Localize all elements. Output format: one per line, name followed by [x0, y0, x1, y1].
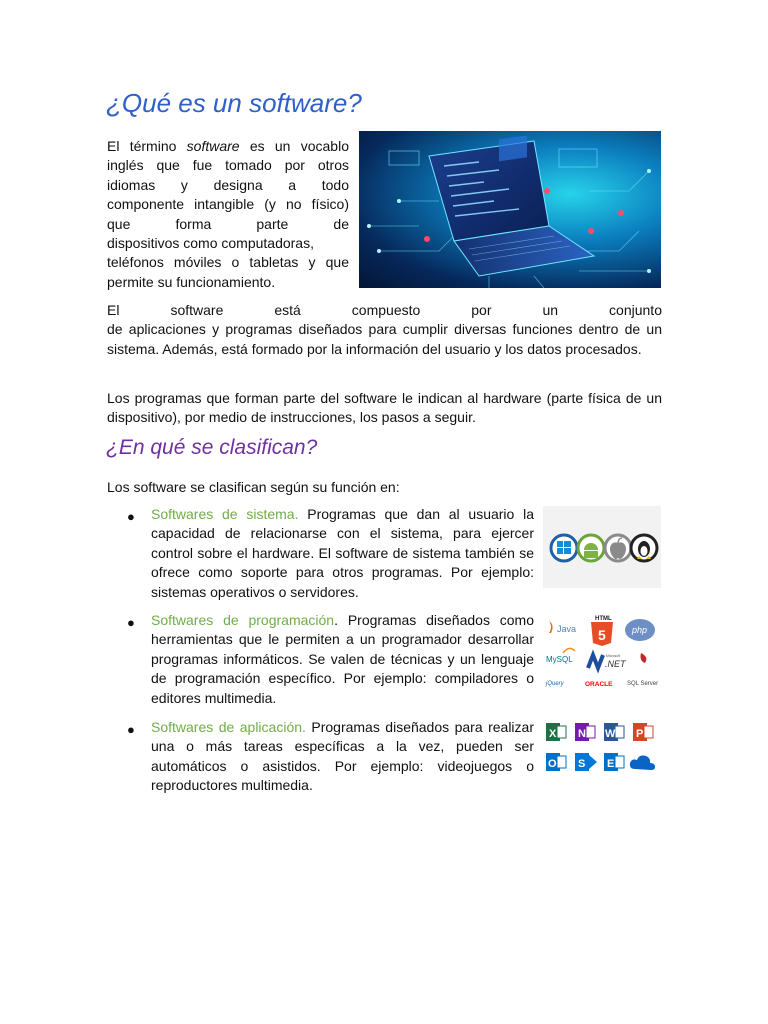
laptop-circuit-image	[359, 131, 661, 288]
software-composition-paragraph	[107, 301, 662, 359]
windows-icon	[551, 535, 577, 561]
intro-paragraph	[107, 137, 349, 292]
programs-paragraph: Los programas que forman parte del software le indican al hardware (parte física de un dispositivo), por medio de instrucciones, los pasos a seguir.	[107, 390, 662, 426]
intro-line: El término software es un vocablo	[107, 138, 349, 154]
sharepoint-icon	[575, 753, 597, 771]
bullet-icon: ●	[127, 615, 135, 630]
linux-icon	[631, 535, 657, 561]
intro-line: idiomas y designa a todo	[107, 176, 349, 193]
onedrive-icon	[630, 756, 655, 771]
sqlserver-label: SQL Server	[627, 681, 659, 687]
paragraph-first-line: El software está compuesto por un conjunto	[107, 302, 662, 318]
svg-text:N: N	[578, 728, 586, 740]
word-icon	[604, 723, 624, 741]
svg-text:E: E	[607, 758, 615, 770]
term-label: Softwares de aplicación.	[151, 719, 306, 735]
svg-text:P: P	[636, 728, 644, 740]
list-item-text: Softwares de sistema. Programas que dan al usuario la capacidad de relacionarse con el sistema, para ejercer control sobre el hardware. El software de sistema también se ofrece como soporte para otros programas. Por ejemplo: sistemas operativos o servidores.	[151, 506, 534, 600]
svg-text:O: O	[548, 758, 557, 770]
powerpoint-icon	[633, 723, 653, 741]
php-elephant-logo	[625, 619, 655, 641]
os-logos-image	[543, 506, 661, 588]
classification-intro: Los software se clasifican según su función en:	[107, 479, 400, 495]
svg-text:X: X	[549, 728, 557, 740]
java-logo	[549, 621, 576, 634]
list-item-text: Softwares de programación. Programas diseñados como herramientas que le permiten a un programador desarrollar programas informáticos. Se valen de técnicas y un lenguaje de programación específico. Por ejemplo: compiladores o editores multimedia.	[151, 612, 535, 706]
intro-line: componente intangible (y no físico)	[107, 196, 349, 213]
mysql-label: MySQL	[546, 655, 573, 664]
programming-logos-image	[543, 613, 661, 690]
mysql-logo	[546, 648, 575, 664]
term-label: Softwares de sistema.	[151, 506, 299, 522]
office-app-icons-image	[543, 719, 661, 777]
outlook-icon	[546, 753, 566, 771]
php-label: php	[632, 625, 648, 635]
excel-icon	[546, 723, 566, 741]
intro-line: dispositivos como computadoras,	[107, 235, 314, 252]
svg-text:S: S	[578, 758, 586, 770]
html5-number: 5	[598, 627, 606, 643]
android-icon	[578, 535, 604, 561]
bullet-icon: ●	[127, 509, 135, 524]
term-label: Softwares de programación	[151, 612, 335, 628]
dotnet-logo	[588, 654, 627, 669]
apple-icon	[605, 535, 631, 561]
oracle-label: ORACLE	[585, 681, 613, 688]
jquery-label: jQuery	[546, 681, 564, 687]
onenote-icon	[575, 723, 595, 741]
intro-line: inglés que fue tomado por otros	[107, 157, 349, 174]
dotnet-label: .NET	[605, 659, 626, 669]
bullet-icon: ●	[127, 722, 135, 737]
page-title: ¿Qué es un software?	[106, 88, 362, 118]
intro-line: que forma parte de	[107, 215, 349, 232]
exchange-icon	[604, 753, 624, 771]
html5-logo	[591, 616, 613, 646]
list-item-text: Softwares de aplicación. Programas diseñados para realizar una o más tareas específicas a la vez, pueden ser automáticos o asistidos. Por ejemplo: videojuegos o reproductores multimedia.	[151, 719, 534, 794]
sql-server-icon	[641, 653, 647, 663]
html-label: HTML	[595, 616, 612, 622]
section-heading: ¿En qué se clasifican?	[106, 436, 318, 459]
paragraph-rest: de aplicaciones y programas diseñados para cumplir diversas funciones dentro de un sistema. Además, está formado por la información del usuario y los datos procesados.	[107, 321, 662, 357]
laptop-illustration	[359, 131, 661, 288]
intro-line: teléfonos móviles o tabletas y que	[107, 254, 349, 271]
svg-text:W: W	[605, 728, 616, 740]
java-label: Java	[557, 624, 577, 634]
intro-line: permite su funcionamiento.	[107, 273, 276, 290]
microsoft-label: Microsoft	[606, 654, 621, 658]
